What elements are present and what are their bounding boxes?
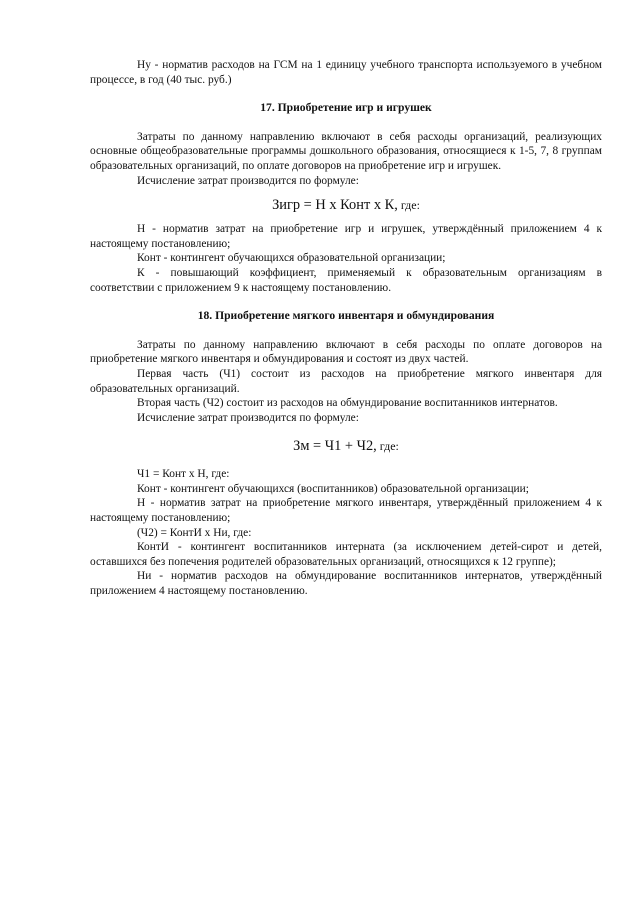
section-18-paragraph-4: Исчисление затрат производится по формуле: bbox=[137, 411, 359, 424]
section-18-definition-contingent: Конт - контингент обучающихся (воспитанников) образовательной организации; bbox=[137, 482, 529, 495]
section-18-paragraph-2: Первая часть (Ч1) состоит из расходов на приобретение мягкого инвентаря для образовательных организаций. bbox=[90, 367, 602, 395]
section-18-formula bbox=[90, 437, 602, 455]
section-17-formula-tail: где: bbox=[397, 198, 420, 213]
section-18-definition-boarding-contingent: КонтИ - контингент воспитанников интерната (за исключением детей-сирот и детей, оставшихся без попечения родителей образовательных организаций, относящихся к 12 группе); bbox=[90, 541, 602, 568]
section-17-formula bbox=[90, 196, 602, 214]
document-page bbox=[90, 58, 602, 599]
section-18-definition-uniform-norm: Ни - норматив расходов на обмундирование воспитанников интернатов, утверждённый приложением 4 настоящему постановлению. bbox=[90, 570, 602, 598]
section-18-definition-part1: Ч1 = Конт х Н, где: bbox=[137, 468, 230, 481]
section-18-formula-tail: где: bbox=[376, 439, 399, 454]
section-18-paragraph-3: Вторая часть (Ч2) состоит из расходов на обмундирование воспитанников интернатов. bbox=[137, 397, 558, 410]
section-17-definition-coefficient: К - повышающий коэффициент, применяемый к образовательным организациям в соответствии с приложением 9 к настоящему постановлению. bbox=[90, 266, 602, 294]
section-18-heading: 18. Приобретение мягкого инвентаря и обмундирования bbox=[197, 309, 495, 323]
section-17-heading: 17. Приобретение игр и игрушек bbox=[260, 101, 432, 115]
section-18-definition-part2: (Ч2) = КонтИ х Ни, где: bbox=[137, 526, 252, 539]
section-17-paragraph-2: Исчисление затрат производится по формуле: bbox=[137, 174, 359, 187]
paragraph-fuel-norm: Ну - норматив расходов на ГСМ на 1 единицу учебного транспорта используемого в учебном процессе, в год (40 тыс. руб.) bbox=[90, 59, 602, 86]
section-18-definition-norm: Н - норматив затрат на приобретение мягкого инвентаря, утверждённый приложением 4 к настоящему постановлению; bbox=[90, 497, 602, 525]
section-18-formula-main: Зм = Ч1 + Ч2, bbox=[293, 438, 377, 455]
section-17-definition-norm: Н - норматив затрат на приобретение игр и игрушек, утверждённый приложением 4 к настоящему постановлению; bbox=[90, 223, 602, 250]
section-18-paragraph-1: Затраты по данному направлению включают в себя расходы по оплате договоров на приобретение мягкого инвентаря и обмундирования и состоят из двух частей. bbox=[90, 338, 602, 366]
section-17-paragraph-1: Затраты по данному направлению включают в себя расходы организаций, реализующих основные общеобразовательные программы дошкольного образования, относящиеся к 1-5, 7, 8 группам образовательных организаций, по оплате договоров на приобретение игр и игрушек. bbox=[90, 130, 602, 172]
section-17-definition-contingent: Конт - контингент обучающихся образовательной организации; bbox=[137, 252, 446, 265]
section-17-formula-main: Зигр = Н х Конт х К, bbox=[272, 197, 398, 214]
